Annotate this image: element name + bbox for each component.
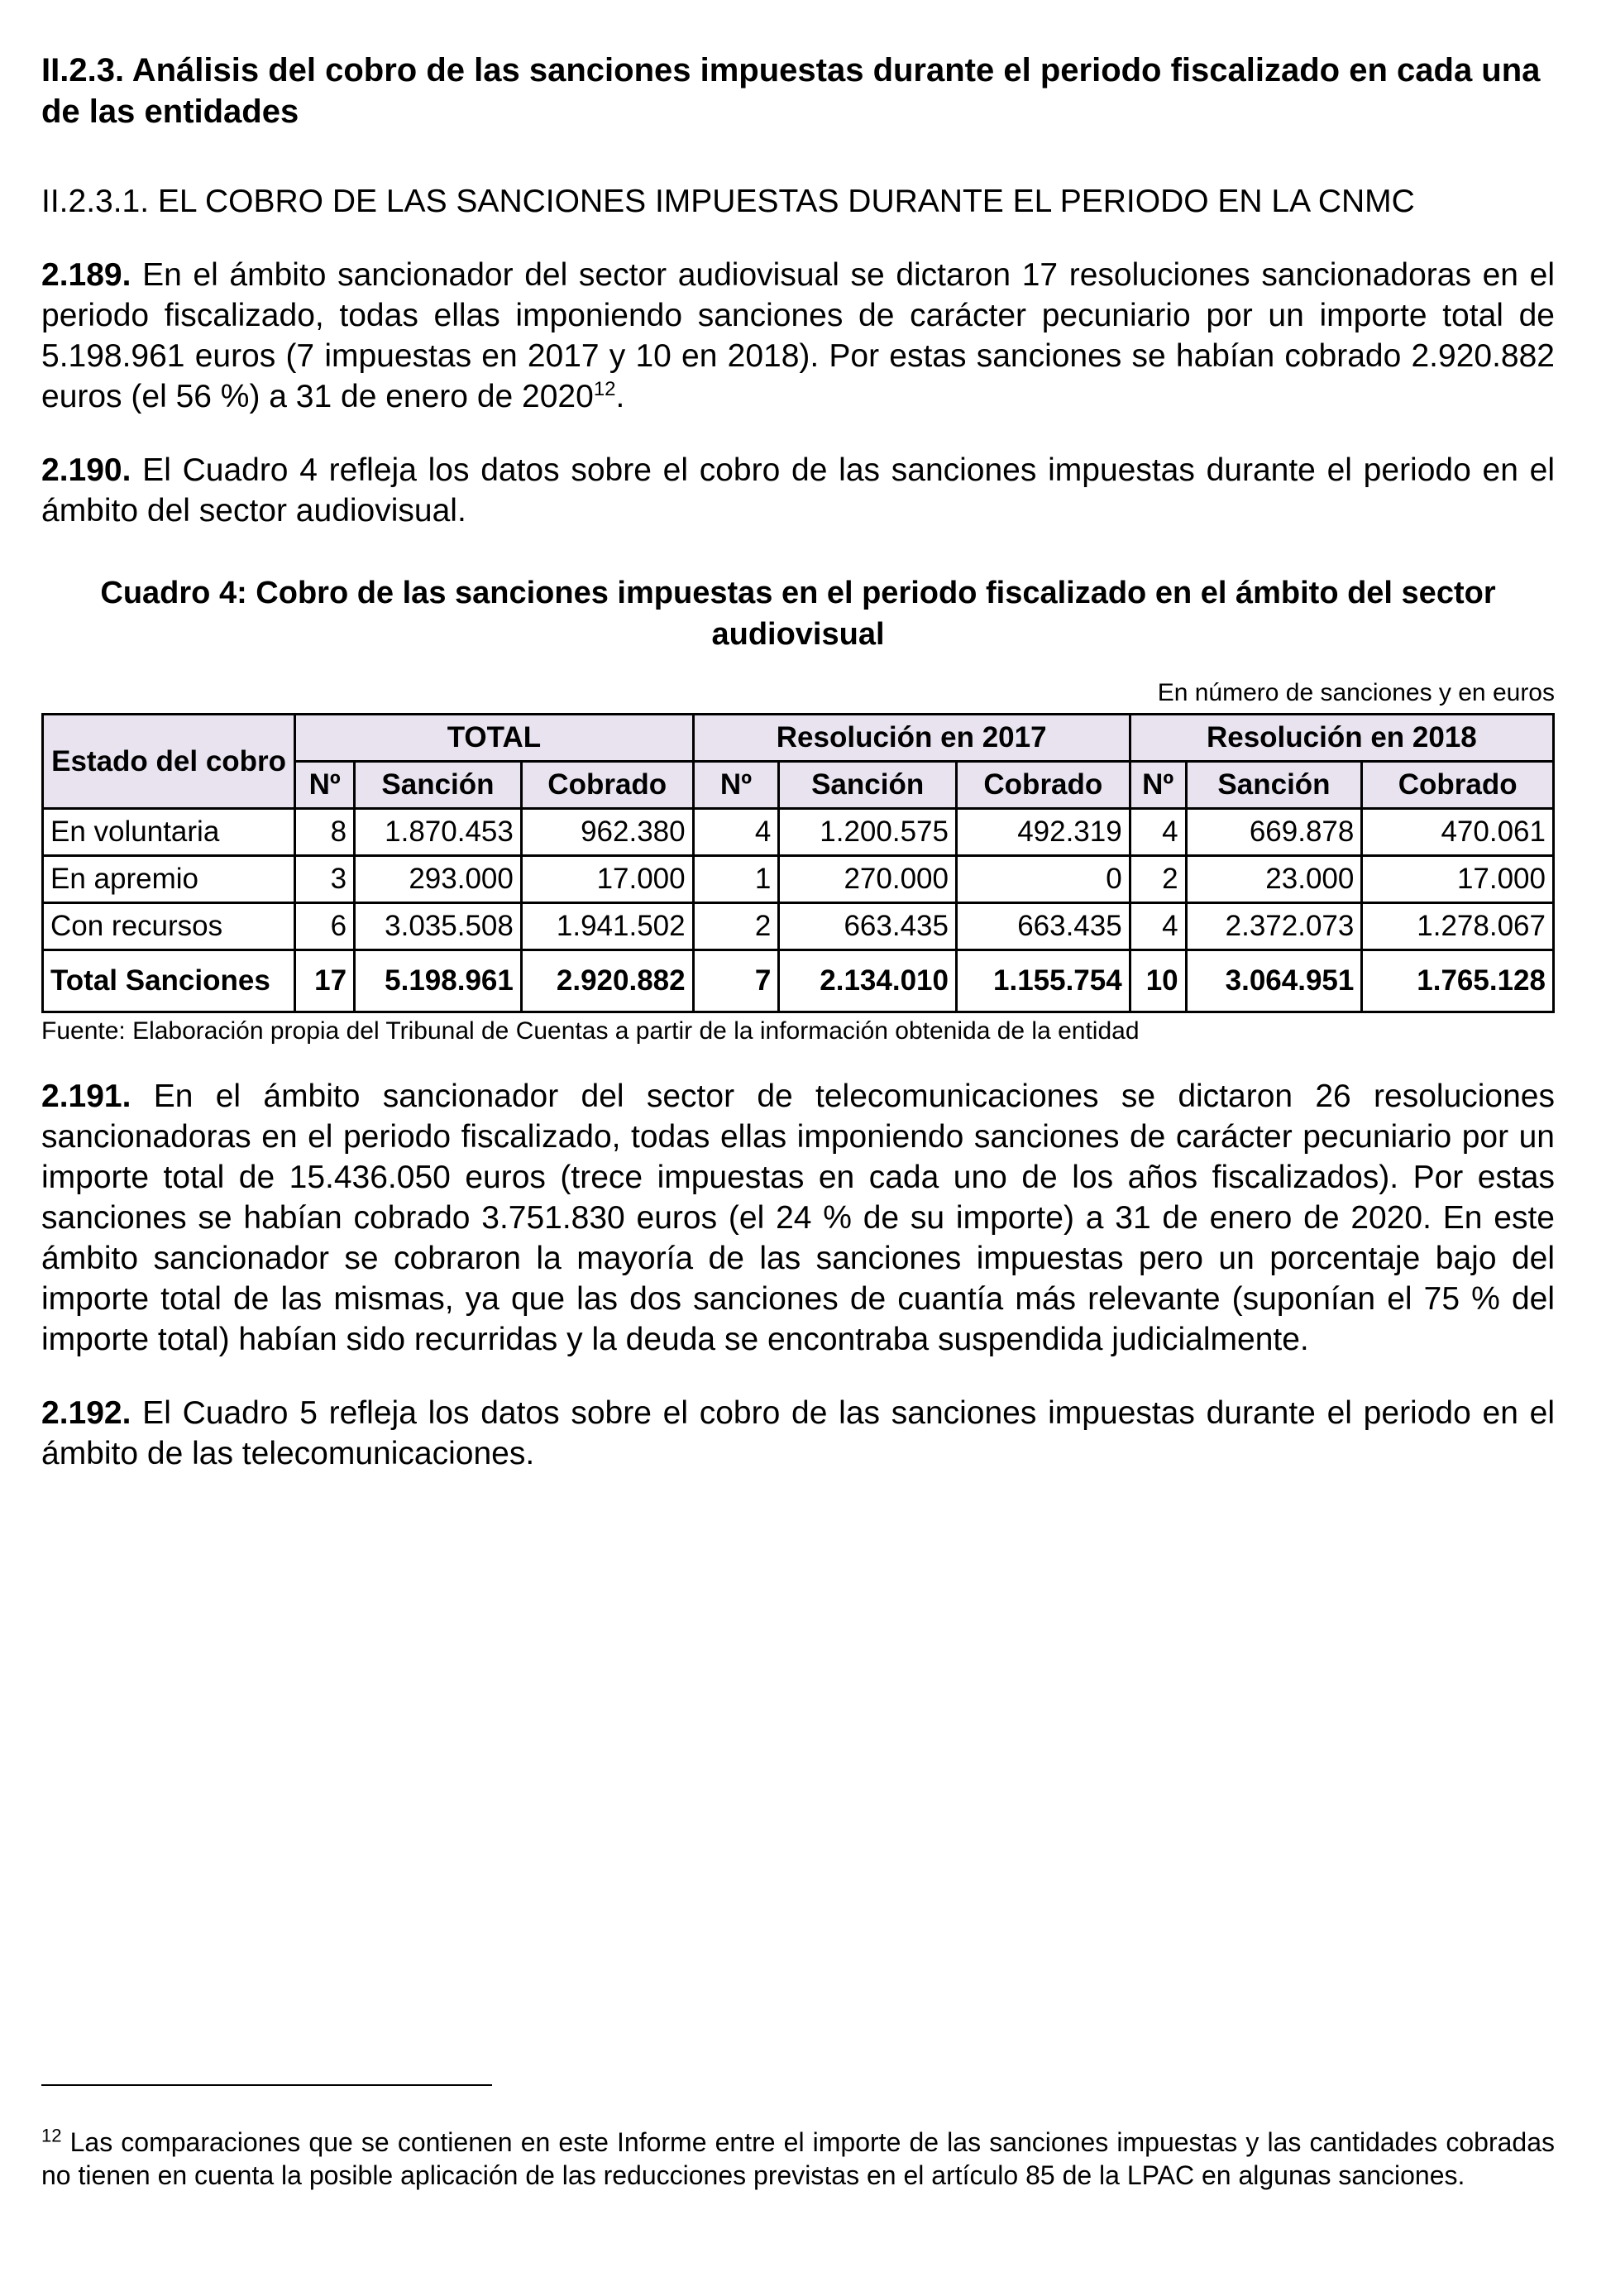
header-col-cobrado: Cobrado xyxy=(521,762,693,809)
row-label: En voluntaria xyxy=(43,809,295,856)
subsection-title: II.2.3.1. EL COBRO DE LAS SANCIONES IMPUESTAS DURANTE EL PERIODO EN LA CNMC xyxy=(41,184,1415,219)
table-cell: 492.319 xyxy=(956,809,1130,856)
table-cell: 293.000 xyxy=(355,856,522,903)
table-cell: 10 xyxy=(1130,950,1186,1012)
footnote-reference[interactable]: 12 xyxy=(593,378,616,400)
paragraph-number: 2.192. xyxy=(41,1395,131,1431)
header-estado-del-cobro: Estado del cobro xyxy=(43,715,295,809)
table-cell: 2 xyxy=(1130,856,1186,903)
table-caption: Cuadro 4: Cobro de las sanciones impuestas en el periodo fiscalizado en el ámbito del sector audiovisual xyxy=(100,576,1496,652)
table-cell: 1 xyxy=(693,856,779,903)
table-total-row xyxy=(43,950,1554,1012)
table-cell: 1.765.128 xyxy=(1362,950,1554,1012)
paragraph-text: En el ámbito sancionador del sector de telecomunicaciones se dictaron 26 resoluciones sancionadoras en el periodo fiscalizado, todas ellas imponiendo sanciones de carácter pecuniario por un importe total de 15.436.050 euros (trece impuestas en cada uno de los años fiscalizados). Por estas sanciones se habían cobrado 3.751.830 euros (el 24 % de su importe) a 31 de enero de 2020. En este ámbito sancionador se cobraron la mayoría de las sanciones impuestas pero un porcentaje bajo del importe total de las mismas, ya que las dos sanciones de cuantía más relevante (suponían el 75 % del importe total) habían sido recurridas y la deuda se encontraba suspendida judicialmente. xyxy=(41,1079,1555,1357)
table-cell: 4 xyxy=(1130,809,1186,856)
row-label: Con recursos xyxy=(43,903,295,950)
table-cell: 2.920.882 xyxy=(521,950,693,1012)
table-cell: 17.000 xyxy=(521,856,693,903)
table-cell: 270.000 xyxy=(779,856,957,903)
table-cell: 7 xyxy=(693,950,779,1012)
paragraph-text-end: . xyxy=(615,379,625,414)
paragraph-number: 2.189. xyxy=(41,257,131,293)
table-cell: 4 xyxy=(693,809,779,856)
total-row-label: Total Sanciones xyxy=(43,950,295,1012)
header-col-sancion: Sanción xyxy=(1186,762,1362,809)
sanctions-table xyxy=(41,713,1555,1013)
footnote-marker: 12 xyxy=(41,2125,62,2146)
header-col-cobrado: Cobrado xyxy=(1362,762,1554,809)
table-cell: 663.435 xyxy=(956,903,1130,950)
table-cell: 1.200.575 xyxy=(779,809,957,856)
table-cell: 1.941.502 xyxy=(521,903,693,950)
table-cell: 1.278.067 xyxy=(1362,903,1554,950)
table-header-row-groups xyxy=(43,715,1554,762)
table-cell: 17 xyxy=(295,950,355,1012)
paragraph-text: El Cuadro 5 refleja los datos sobre el cobro de las sanciones impuestas durante el periodo en el ámbito de las telecomunicaciones. xyxy=(41,1395,1555,1471)
table-cell: 3 xyxy=(295,856,355,903)
header-col-sancion: Sanción xyxy=(355,762,522,809)
table-cell: 663.435 xyxy=(779,903,957,950)
paragraph-number: 2.190. xyxy=(41,452,131,488)
table-row xyxy=(43,809,1554,856)
header-col-numero: Nº xyxy=(295,762,355,809)
header-col-numero: Nº xyxy=(693,762,779,809)
table-row xyxy=(43,856,1554,903)
paragraph-2-190 xyxy=(41,450,1555,531)
table-cell: 4 xyxy=(1130,903,1186,950)
table-cell: 17.000 xyxy=(1362,856,1554,903)
table-cell: 5.198.961 xyxy=(355,950,522,1012)
paragraph-2-192 xyxy=(41,1393,1555,1474)
paragraph-2-191 xyxy=(41,1076,1555,1360)
table-cell: 2.372.073 xyxy=(1186,903,1362,950)
table-cell: 2.134.010 xyxy=(779,950,957,1012)
table-cell: 2 xyxy=(693,903,779,950)
table-row xyxy=(43,903,1554,950)
paragraph-number: 2.191. xyxy=(41,1079,131,1114)
table-cell: 3.064.951 xyxy=(1186,950,1362,1012)
header-col-sancion: Sanción xyxy=(779,762,957,809)
paragraph-text: El Cuadro 4 refleja los datos sobre el cobro de las sanciones impuestas durante el periodo en el ámbito del sector audiovisual. xyxy=(41,452,1555,529)
paragraph-2-189 xyxy=(41,255,1555,417)
table-units-note: En número de sanciones y en euros xyxy=(1157,679,1555,706)
table-source: Fuente: Elaboración propia del Tribunal de Cuentas a partir de la información obtenida de la entidad xyxy=(41,1017,1140,1045)
table-cell: 470.061 xyxy=(1362,809,1554,856)
table-cell: 6 xyxy=(295,903,355,950)
header-group-2017: Resolución en 2017 xyxy=(693,715,1130,762)
table-cell: 1.870.453 xyxy=(355,809,522,856)
header-group-total: TOTAL xyxy=(295,715,693,762)
footnote-12 xyxy=(41,2126,1555,2192)
section-title: II.2.3. Análisis del cobro de las sanciones impuestas durante el periodo fiscalizado en cada una de las entidades xyxy=(41,52,1541,130)
paragraph-text: En el ámbito sancionador del sector audiovisual se dictaron 17 resoluciones sancionadoras en el periodo fiscalizado, todas ellas imponiendo sanciones de carácter pecuniario por un importe total de 5.198.961 euros (7 impuestas en 2017 y 10 en 2018). Por estas sanciones se habían cobrado 2.920.882 euros (el 56 %) a 31 de enero de 2020 xyxy=(41,257,1555,414)
table-cell: 1.155.754 xyxy=(956,950,1130,1012)
table-cell: 23.000 xyxy=(1186,856,1362,903)
table-cell: 669.878 xyxy=(1186,809,1362,856)
table-cell: 3.035.508 xyxy=(355,903,522,950)
footnote-separator xyxy=(41,2084,492,2086)
header-col-cobrado: Cobrado xyxy=(956,762,1130,809)
row-label: En apremio xyxy=(43,856,295,903)
header-col-numero: Nº xyxy=(1130,762,1186,809)
footnote-text: Las comparaciones que se contienen en este Informe entre el importe de las sanciones impuestas y las cantidades cobradas no tienen en cuenta la posible aplicación de las reducciones previstas en el artículo 85 de la LPAC en algunas sanciones. xyxy=(41,2127,1555,2190)
table-cell: 962.380 xyxy=(521,809,693,856)
header-group-2018: Resolución en 2018 xyxy=(1130,715,1553,762)
table-cell: 8 xyxy=(295,809,355,856)
document-page xyxy=(41,50,1555,1474)
table-cell: 0 xyxy=(956,856,1130,903)
